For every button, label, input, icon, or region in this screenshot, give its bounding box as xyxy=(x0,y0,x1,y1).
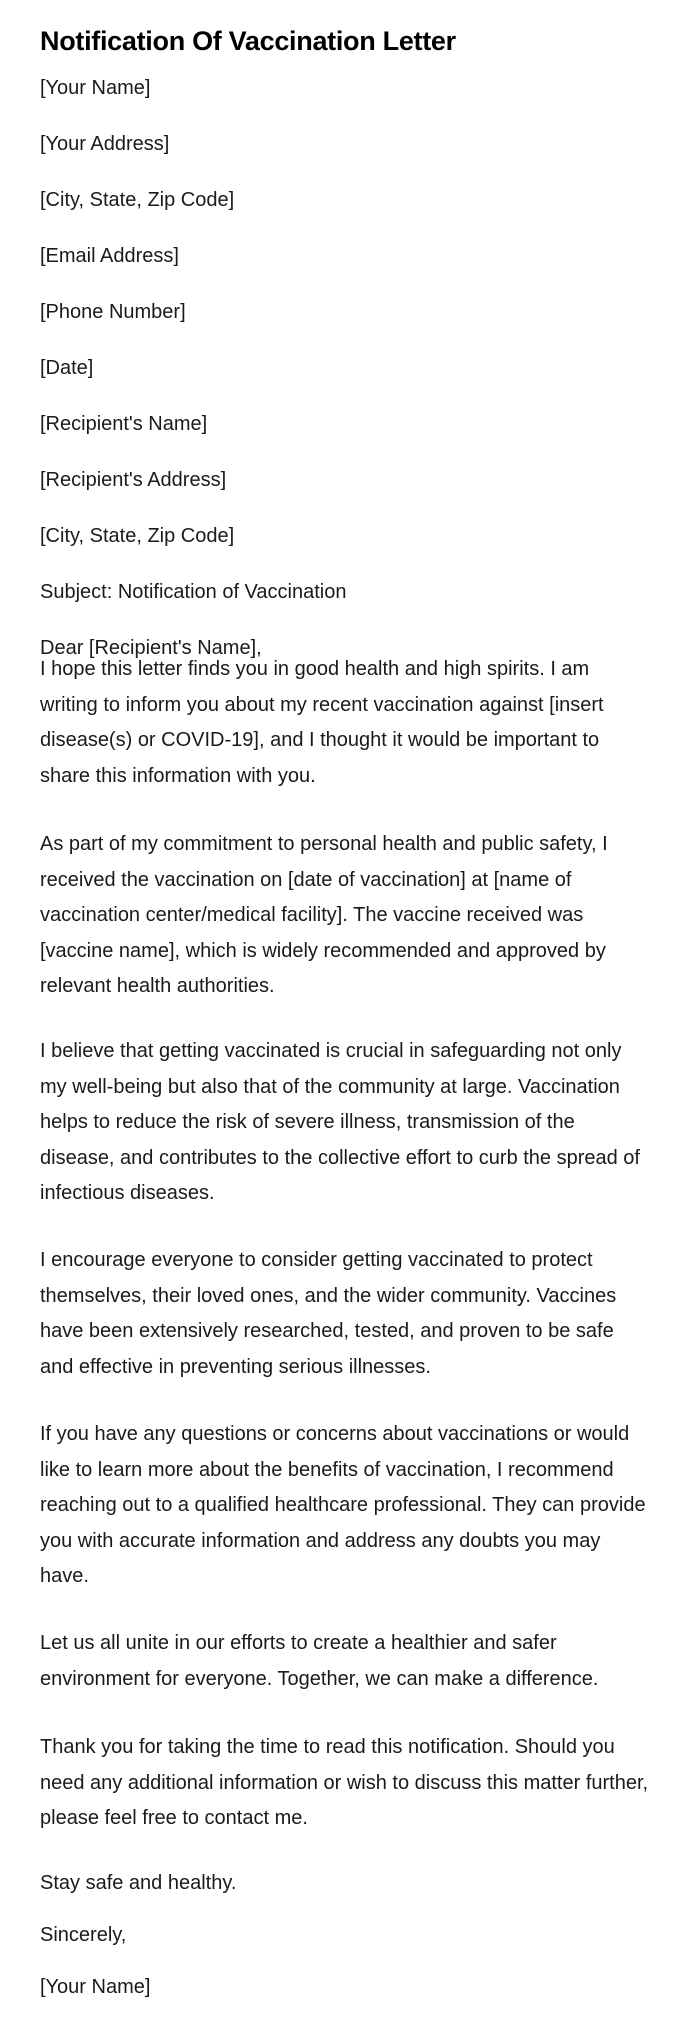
paragraph-3 xyxy=(40,1034,650,1212)
paragraph-5 xyxy=(40,1417,650,1595)
closing-note-block xyxy=(40,1866,650,1902)
recipient-name: [Recipient's Name] xyxy=(40,413,208,435)
sender-phone: [Phone Number] xyxy=(40,301,186,323)
recipient-city-state-zip: [City, State, Zip Code] xyxy=(40,525,235,547)
salutation: Dear [Recipient's Name], xyxy=(40,637,262,659)
paragraph-7 xyxy=(40,1730,650,1837)
paragraph-2 xyxy=(40,827,650,1005)
sign-off: Sincerely, xyxy=(40,1924,127,1946)
letter-title: Notification Of Vaccination Letter xyxy=(40,26,456,56)
letter-page xyxy=(40,0,650,1998)
body-paragraph: Thank you for taking the time to read this notification. Should you need any additional information or wish to discuss this matter further, please feel free to contact me. xyxy=(40,1736,649,1829)
recipient-address: [Recipient's Address] xyxy=(40,469,227,491)
body-paragraph: I hope this letter finds you in good health and high spirits. I am writing to inform you about my recent vaccination against [insert disease(s) or COVID-19], and I thought it would be important to share this information with you. xyxy=(40,658,604,787)
sender-email: [Email Address] xyxy=(40,245,179,267)
body-paragraph: If you have any questions or concerns about vaccinations or would like to learn more about the benefits of vaccination, I recommend reaching out to a qualified healthcare professional. They can provide you with accurate information and address any doubts you may have. xyxy=(40,1423,646,1587)
sender-city-state-zip: [City, State, Zip Code] xyxy=(40,189,235,211)
letter-header xyxy=(40,74,650,662)
body-paragraph: Let us all unite in our efforts to create a healthier and safer environment for everyone. Together, we can make a difference. xyxy=(40,1632,599,1690)
paragraph-1 xyxy=(40,652,650,794)
sender-name: [Your Name] xyxy=(40,77,151,99)
letter-date: [Date] xyxy=(40,357,94,379)
sign-off-block xyxy=(40,1918,650,1954)
signature-block xyxy=(40,1970,650,2006)
body-paragraph: As part of my commitment to personal health and public safety, I received the vaccination on [date of vaccination] at [name of vaccination center/medical facility]. The vaccine received was [vaccine name], which is widely recommended and approved by relevant health authorities. xyxy=(40,833,608,997)
sender-address: [Your Address] xyxy=(40,133,170,155)
paragraph-4 xyxy=(40,1243,650,1385)
paragraph-6 xyxy=(40,1626,650,1697)
body-paragraph: I believe that getting vaccinated is crucial in safeguarding not only my well-being but also that of the community at large. Vaccination helps to reduce the risk of severe illness, transmission of the disease, and contributes to the collective effort to curb the spread of infectious diseases. xyxy=(40,1040,640,1204)
closing-note: Stay safe and healthy. xyxy=(40,1872,237,1894)
signature-name: [Your Name] xyxy=(40,1976,151,1998)
subject-line: Subject: Notification of Vaccination xyxy=(40,581,347,603)
body-paragraph: I encourage everyone to consider getting vaccinated to protect themselves, their loved ones, and the wider community. Vaccines have been extensively researched, tested, and proven to be safe and effective in preventing serious illnesses. xyxy=(40,1249,617,1378)
